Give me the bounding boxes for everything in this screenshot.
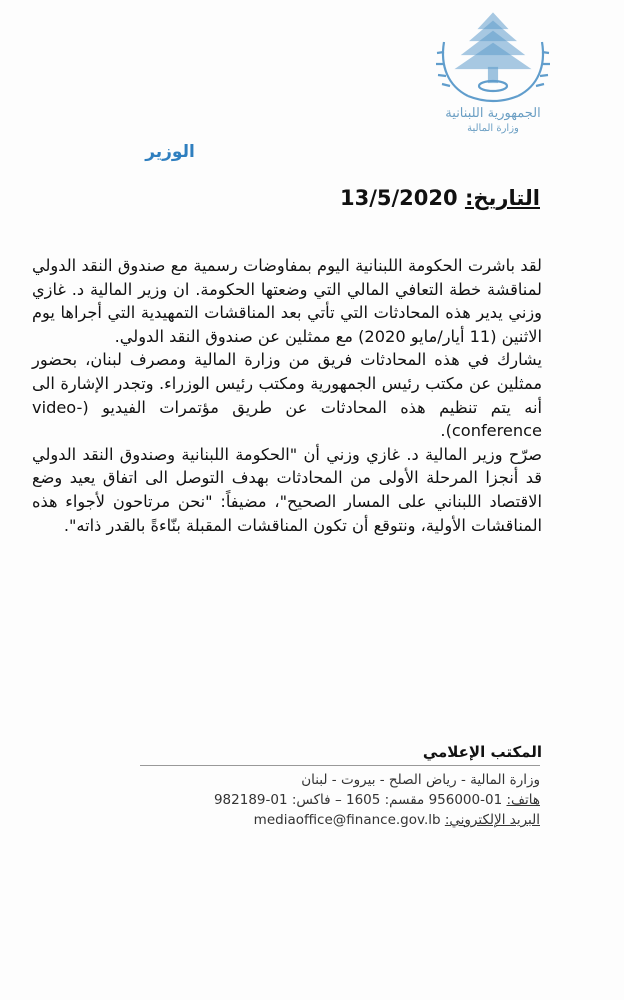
minister-label: الوزير <box>145 142 195 162</box>
phone-label: هاتف: <box>506 792 540 808</box>
fax-value: 01-982189 <box>213 792 288 808</box>
phone-value: 01-956000 مقسم: 1605 – <box>334 792 503 808</box>
media-office-title: المكتب الإعلامي <box>422 743 542 761</box>
paragraph-3: صرّح وزير المالية د. غازي وزني أن "الحكومة اللبنانية وصندوق النقد الدولي قد أنجزا المرحلة الأولى من المحادثات بهدف التوصل الى اتفاق يعيد وضع الاقتصاد اللبناني على المسار الصحيح"، مضيفاً: "نحن مرتاحون لأجواء هذه المناقشات الأولية، ونتوقع أن تكون المناقشات المقبلة بنّاءةً بالقدر ذاته". <box>32 444 542 535</box>
emblem-caption <box>428 106 558 136</box>
contact-footer <box>120 770 540 830</box>
email-label: البريد الإلكتروني: <box>444 812 540 828</box>
email-line <box>120 810 540 830</box>
paragraph-1: لقد باشرت الحكومة اللبنانية اليوم بمفاوضات رسمية مع صندوق النقد الدولي لمناقشة خطة التعافي المالي التي وضعتها الحكومة. ان وزير المالية د. غازي وزني يدير هذه المحادثات التي تأتي بعد المناقشات التمهيدية التي أجراها يوم الاثنين (11 أيار/مايو 2020) مع ممثلين عن صندوق النقد الدولي. <box>32 256 542 346</box>
email-link[interactable]: mediaoffice@finance.gov.lb <box>253 812 441 828</box>
date-line <box>330 186 540 210</box>
paragraph-2-term: (video-conference). <box>32 397 542 441</box>
paragraph-2 <box>32 348 542 442</box>
paragraph-2-text: يشارك في هذه المحادثات فريق من وزارة المالية ومصرف لبنان، بحضور ممثلين عن مكتب رئيس الجمهورية ومكتب رئيس الوزراء. وتجدر الإشارة الى أنه يتم تنظيم هذه المحادثات عن طريق مؤتمرات الفيديو <box>32 350 542 417</box>
republic-name: الجمهورية اللبنانية <box>445 106 541 121</box>
fax-label: فاكس: <box>291 792 331 808</box>
letter-body <box>32 254 542 537</box>
ministry-name: وزارة المالية <box>467 123 519 134</box>
address-line: وزارة المالية - رياض الصلح - بيروت - لبنان <box>301 772 540 788</box>
republic-emblem <box>428 6 558 146</box>
cedar-emblem-icon <box>428 6 558 106</box>
phone-fax-line <box>120 790 540 810</box>
date-value: 13/5/2020 <box>340 186 458 210</box>
date-label: التاريخ: <box>464 186 540 210</box>
footer-divider <box>140 765 540 766</box>
